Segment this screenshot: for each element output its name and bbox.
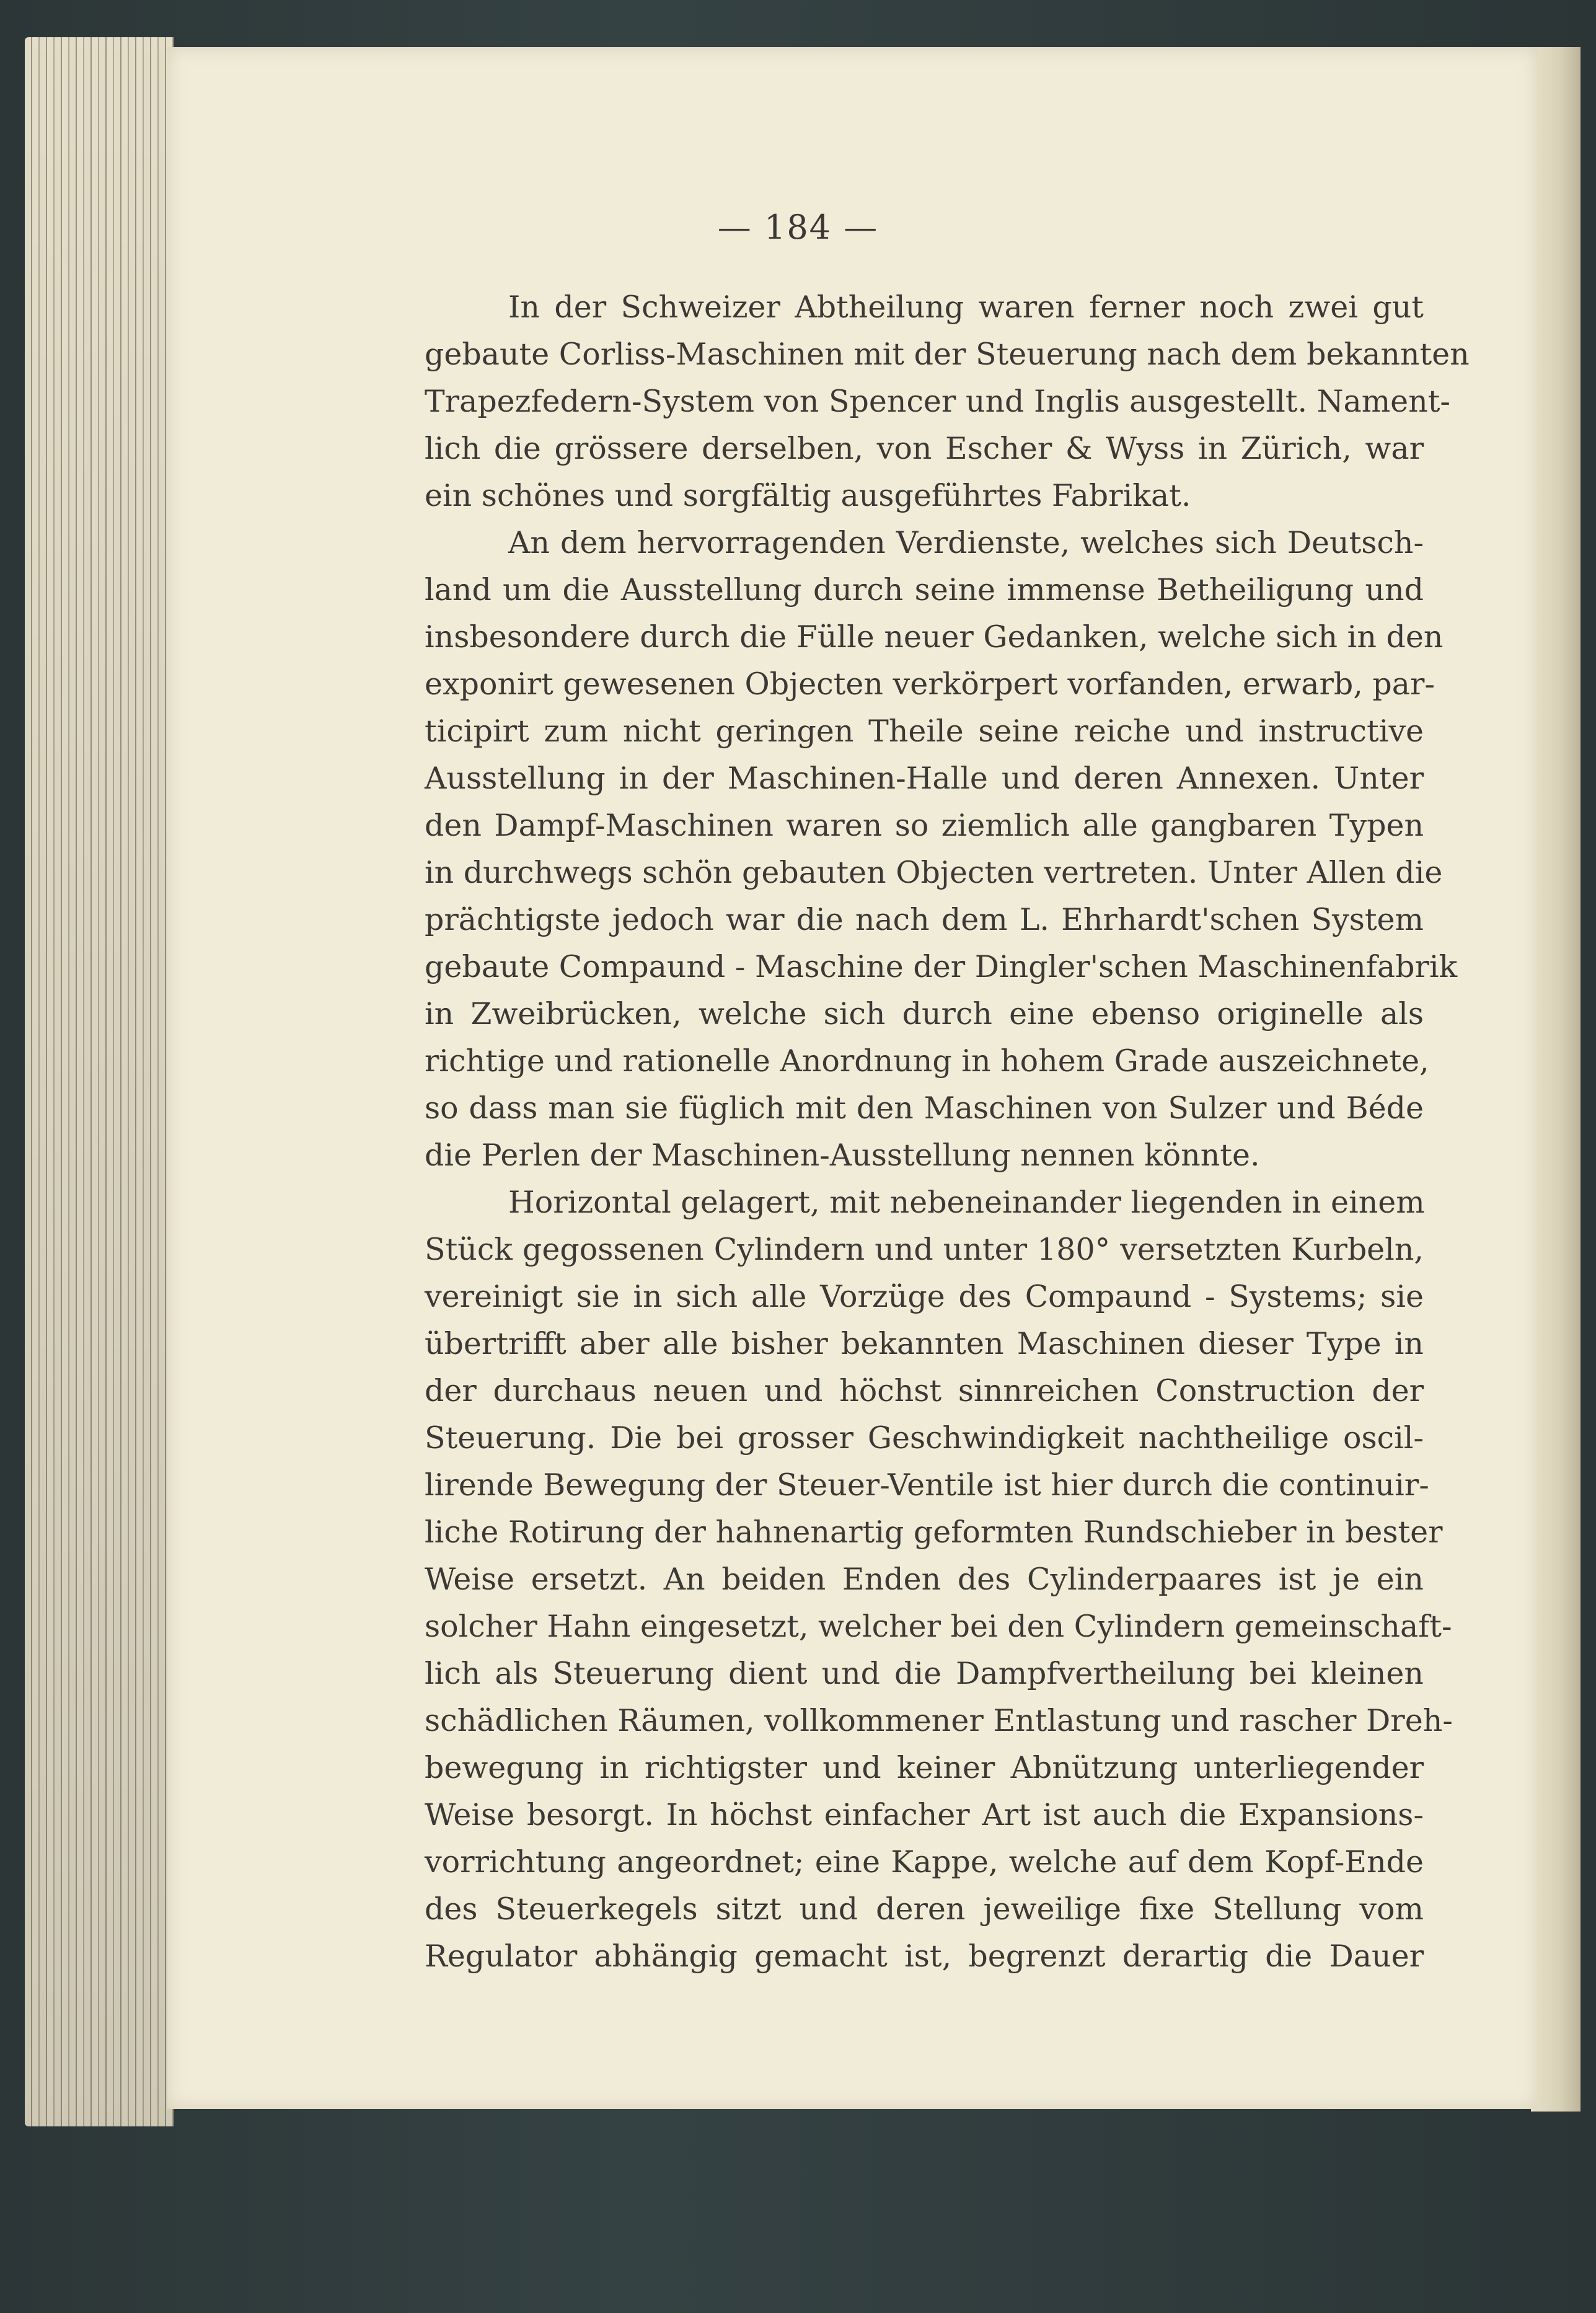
text-line: der durchaus neuen und höchst sinnreichen Construction der [425, 1373, 1424, 1409]
text-line: in Zweibrücken, welche sich durch eine ebenso originelle als [425, 996, 1424, 1032]
text-line: richtige und rationelle Anordnung in hohem Grade auszeichnete, [425, 1043, 1429, 1079]
text-line: schädlichen Räumen, vollkommener Entlastung und rascher Dreh- [425, 1703, 1453, 1738]
text-line: Regulator abhängig gemacht ist, begrenzt derartig die Dauer [425, 1939, 1424, 1974]
text-line: gebaute Corliss-Maschinen mit der Steuerung nach dem bekannten [425, 337, 1470, 372]
text-line: land um die Ausstellung durch seine immense Betheiligung und [425, 572, 1424, 608]
text-line: Stück gegossenen Cylindern und unter 180° versetzten Kurbeln, [425, 1232, 1424, 1267]
text-line: lirende Bewegung der Steuer-Ventile ist hier durch die continuir- [425, 1467, 1429, 1503]
text-line: Weise besorgt. In höchst einfacher Art ist auch die Expansions- [425, 1797, 1424, 1833]
text-line: vorrichtung angeordnet; eine Kappe, welche auf dem Kopf-Ende [425, 1844, 1424, 1880]
text-line: so dass man sie füglich mit den Maschinen von Sulzer und Béde [425, 1090, 1424, 1126]
text-line: lich die grössere derselben, von Escher & Wyss in Zürich, war [425, 431, 1424, 466]
text-line: exponirt gewesenen Objecten verkörpert vorfanden, erwarb, par- [425, 666, 1435, 702]
text-line: ein schönes und sorgfältig ausgeführtes Fabrikat. [425, 478, 1191, 513]
text-line: übertrifft aber alle bisher bekannten Maschinen dieser Type in [425, 1326, 1424, 1361]
text-line: gebaute Compaund - Maschine der Dingler'schen Maschinenfabrik [425, 949, 1458, 984]
text-line: Trapezfedern-System von Spencer und Inglis ausgestellt. Nament- [425, 384, 1450, 419]
text-line: prächtigste jedoch war die nach dem L. Ehrhardt'schen System [425, 902, 1424, 937]
text-line: in durchwegs schön gebauten Objecten vertreten. Unter Allen die [425, 855, 1443, 890]
text-line: In der Schweizer Abtheilung waren ferner noch zwei gut [508, 290, 1424, 325]
text-line: die Perlen der Maschinen-Ausstellung nennen könnte. [425, 1138, 1260, 1173]
text-line: Horizontal gelagert, mit nebeneinander liegenden in einem [508, 1185, 1425, 1220]
text-line: des Steuerkegels sitzt und deren jeweilige fixe Stellung vom [425, 1891, 1424, 1927]
page-edges-shadow [25, 37, 174, 2126]
text-line: Steuerung. Die bei grosser Geschwindigkeit nachtheilige oscil- [425, 1420, 1424, 1456]
page-number: — 184 — [717, 208, 879, 247]
text-line: vereinigt sie in sich alle Vorzüge des Compaund - Systems; sie [425, 1279, 1424, 1314]
text-line: An dem hervorragenden Verdienste, welches sich Deutsch- [508, 525, 1424, 560]
text-line: Weise ersetzt. An beiden Enden des Cylinderpaares ist je ein [425, 1562, 1424, 1597]
text-line: liche Rotirung der hahnenartig geformten Rundschieber in bester [425, 1515, 1443, 1550]
text-line: den Dampf-Maschinen waren so ziemlich alle gangbaren Typen [425, 808, 1424, 843]
text-line: ticipirt zum nicht geringen Theile seine reiche und instructive [425, 714, 1424, 749]
body-text [425, 284, 1470, 1980]
page-right-edge [1531, 47, 1581, 2112]
text-line: solcher Hahn eingesetzt, welcher bei den Cylindern gemeinschaft- [425, 1609, 1452, 1644]
text-line: lich als Steuerung dient und die Dampfvertheilung bei kleinen [425, 1656, 1424, 1691]
text-line: Ausstellung in der Maschinen-Halle und deren Annexen. Unter [425, 761, 1424, 796]
text-line: bewegung in richtigster und keiner Abnützung unterliegender [425, 1750, 1424, 1785]
text-line: insbesondere durch die Fülle neuer Gedanken, welche sich in den [425, 619, 1444, 655]
